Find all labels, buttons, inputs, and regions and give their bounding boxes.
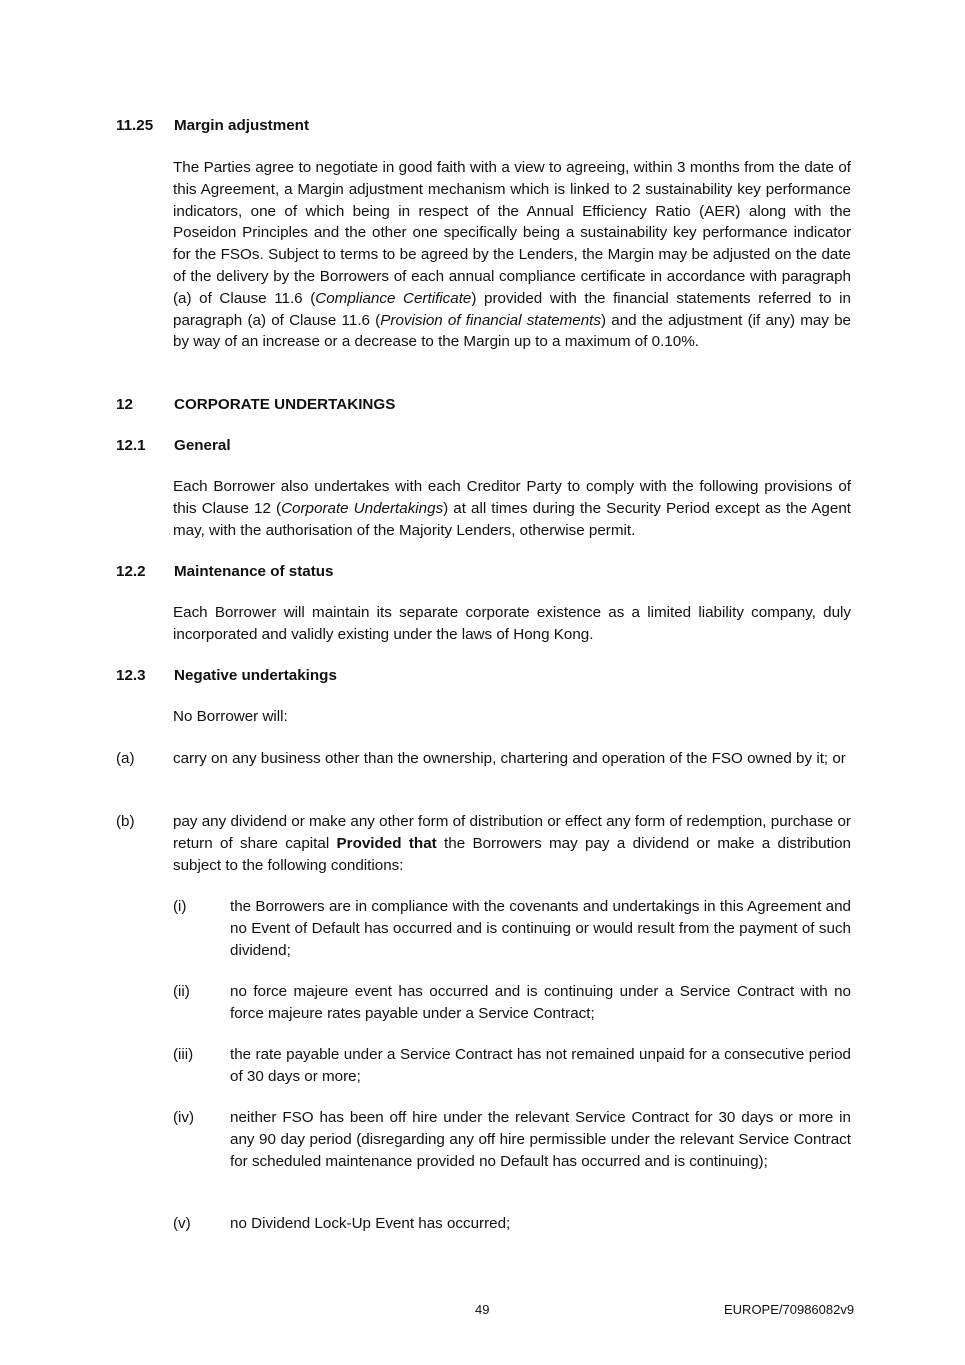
paragraph-negative-intro: No Borrower will:: [173, 708, 288, 725]
sub-item-iv: [173, 1107, 851, 1172]
sub-item-label: (iv): [173, 1109, 195, 1126]
sub-item-text: no force majeure event has occurred and is continuing under a Service Contract with no force majeure rates payable under a Service Contract;: [230, 983, 851, 1022]
document-reference: EUROPE/70986082v9: [724, 1302, 855, 1317]
section-number: 11.25: [116, 117, 154, 134]
paragraph-maintenance-of-status: Each Borrower will maintain its separate corporate existence as a limited liability company, duly incorporated and validly existing under the laws of Hong Kong.: [173, 604, 851, 643]
sub-item-label: (iii): [173, 1046, 194, 1063]
sub-item-text: neither FSO has been off hire under the relevant Service Contract for 30 days or more in any 90 day period (disregarding any off hire permissible under the relevant Service Contract for scheduled maintenance provided no Default has occurred and is continuing);: [230, 1109, 851, 1170]
paragraph-general: Each Borrower also undertakes with each Creditor Party to comply with the following provisions of this Clause 12 (Corporate Undertakings) at all times during the Security Period except as the Agent may, with the authorisation of the Majority Lenders, otherwise permit.: [173, 478, 851, 539]
section-number: 12.3: [116, 667, 146, 684]
section-number: 12.1: [116, 437, 146, 454]
sub-item-ii: [173, 981, 851, 1025]
item-label: (a): [116, 750, 135, 767]
paragraph-margin-adjustment: The Parties agree to negotiate in good faith with a view to agreeing, within 3 months from the date of this Agreement, a Margin adjustment mechanism which is linked to 2 sustainability key performance indicators, one of which being in respect of the Annual Efficiency Ratio (AER) along with the Poseidon Principles and the other one specifically being a sustainability key performance indicator for the FSOs. Subject to terms to be agreed by the Lenders, the Margin may be adjusted on the date of the delivery by the Borrowers of each annual compliance certificate in accordance with paragraph (a) of Clause 11.6 (Compliance Certificate) provided with the financial statements referred to in paragraph (a) of Clause 11.6 (Provision of financial statements) and the adjustment (if any) may be by way of an increase or a decrease to the Margin up to a maximum of 0.10%.: [173, 159, 851, 351]
sub-item-text: no Dividend Lock-Up Event has occurred;: [230, 1215, 511, 1232]
sub-item-text: the rate payable under a Service Contract has not remained unpaid for a consecutive period of 30 days or more;: [230, 1046, 851, 1085]
sub-item-i: [173, 896, 851, 961]
section-number: 12: [116, 396, 133, 413]
sub-item-v: [173, 1213, 851, 1235]
item-text: carry on any business other than the ownership, chartering and operation of the FSO owned by it; or: [173, 750, 846, 767]
sub-item-iii: [173, 1044, 851, 1088]
section-number: 12.2: [116, 563, 146, 580]
item-text: pay any dividend or make any other form of distribution or effect any form of redemption, purchase or return of share capital Provided that the Borrowers may pay a dividend or make a distribution subject to the following conditions:: [173, 813, 852, 874]
sub-item-label: (ii): [173, 983, 190, 1000]
list-item-a: [116, 748, 851, 770]
list-item-b: [116, 811, 851, 876]
section-title: Negative undertakings: [174, 667, 337, 684]
section-title: Margin adjustment: [174, 117, 310, 134]
section-title: Maintenance of status: [174, 563, 334, 580]
sub-item-label: (v): [173, 1215, 191, 1232]
item-label: (b): [116, 813, 135, 830]
sub-item-label: (i): [173, 898, 187, 915]
section-title: General: [174, 437, 231, 454]
section-title: CORPORATE UNDERTAKINGS: [174, 396, 396, 413]
page-number: 49: [475, 1302, 490, 1317]
sub-item-text: the Borrowers are in compliance with the covenants and undertakings in this Agreement and no Event of Default has occurred and is continuing or would result from the payment of such dividend;: [230, 898, 851, 959]
